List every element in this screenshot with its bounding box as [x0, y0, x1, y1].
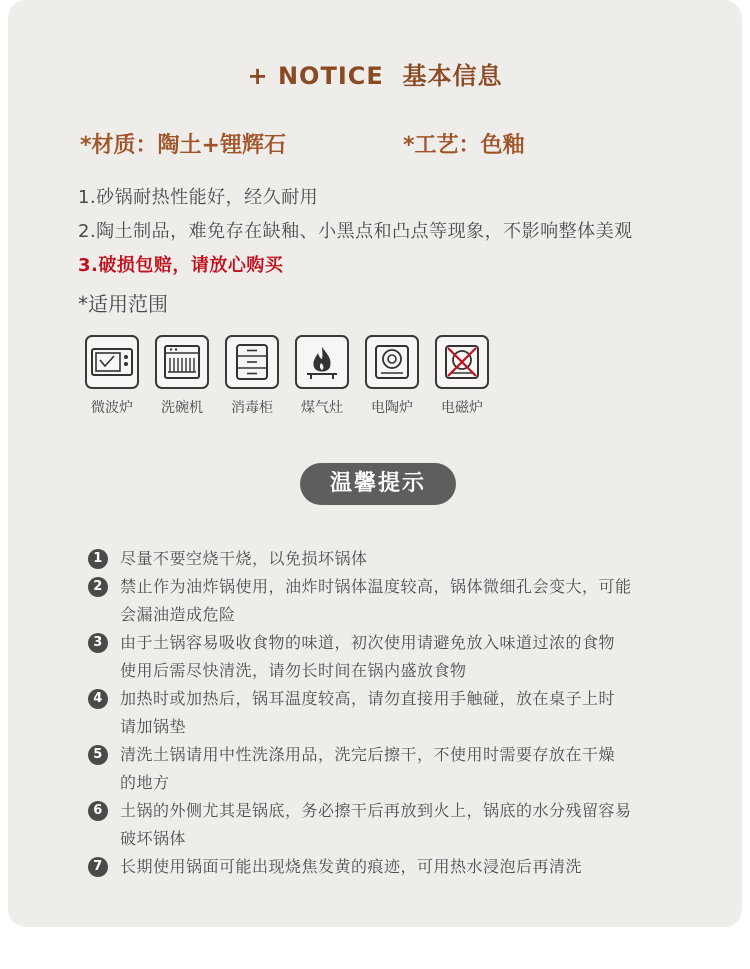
tip-text: 的地方 — [120, 773, 170, 792]
gas-stove-icon — [295, 335, 349, 389]
appliance-label: 洗碗机 — [161, 400, 203, 416]
tip-text: 清洗土锅请用中性洗涤用品，洗完后擦干，不使用时需要存放在干燥 — [120, 745, 616, 764]
tip-item — [88, 545, 688, 573]
tips-list — [88, 545, 688, 881]
tip-number: 2 — [88, 577, 108, 597]
appliance-label: 电磁炉 — [441, 400, 483, 416]
tip-text: 会漏油造成危险 — [120, 605, 236, 624]
tip-text: 尽量不要空烧干烧，以免损坏锅体 — [120, 549, 368, 568]
tip-number: 4 — [88, 689, 108, 709]
appliance-item — [288, 335, 356, 417]
feature-point: 1.砂锅耐热性能好，经久耐用 — [78, 187, 319, 208]
tip-text: 请加锅垫 — [120, 717, 187, 736]
notice-header — [8, 56, 742, 91]
tip-text: 土锅的外侧尤其是锅底，务必擦干后再放到火上，锅底的水分残留容易 — [120, 801, 632, 820]
appliance-label: 消毒柜 — [231, 400, 273, 416]
tip-text: 禁止作为油炸锅使用，油炸时锅体温度较高，锅体微细孔会变大，可能 — [120, 577, 632, 596]
scope-title: *适用范围 — [78, 292, 168, 316]
tip-item — [88, 797, 688, 853]
appliance-label: 电陶炉 — [371, 400, 413, 416]
feature-point: 2.陶土制品，难免存在缺釉、小黑点和凸点等现象，不影响整体美观 — [78, 221, 633, 242]
tip-number: 7 — [88, 857, 108, 877]
tip-text: 加热时或加热后，锅耳温度较高，请勿直接用手触碰，放在桌子上时 — [120, 689, 616, 708]
ceramic-cooker-icon — [365, 335, 419, 389]
tip-number: 6 — [88, 801, 108, 821]
tip-number: 5 — [88, 745, 108, 765]
appliance-item — [148, 335, 216, 417]
notice-card — [8, 0, 742, 927]
notice-heading: 基本信息 — [402, 62, 503, 90]
material-info: *材质：陶土+锂辉石 — [80, 133, 286, 158]
appliance-label: 煤气灶 — [301, 400, 343, 416]
appliance-item — [78, 335, 146, 417]
tip-text: 长期使用锅面可能出现烧焦发黄的痕迹，可用热水浸泡后再清洗 — [120, 857, 583, 876]
tip-number: 1 — [88, 549, 108, 569]
tip-item — [88, 741, 688, 797]
tip-item — [88, 853, 688, 881]
sterilizer-cabinet-icon — [225, 335, 279, 389]
dishwasher-icon — [155, 335, 209, 389]
appliance-label: 微波炉 — [91, 400, 133, 416]
induction-cooker-crossed-icon — [435, 335, 489, 389]
tip-number: 3 — [88, 633, 108, 653]
tip-item — [88, 685, 688, 741]
tips-title: 温馨提示 — [300, 463, 456, 505]
tip-item — [88, 629, 688, 685]
appliance-item — [358, 335, 426, 417]
tip-text: 由于土锅容易吸收食物的味道，初次使用请避免放入味道过浓的食物 — [120, 633, 616, 652]
tip-item — [88, 573, 688, 629]
tip-text: 使用后需尽快清洗，请勿长时间在锅内盛放食物 — [120, 661, 467, 680]
appliance-item — [218, 335, 286, 417]
craft-info: *工艺：色釉 — [403, 133, 525, 158]
guarantee-point: 3.破损包赔，请放心购买 — [78, 255, 284, 276]
microwave-icon — [85, 335, 139, 389]
tip-text: 破坏锅体 — [120, 829, 187, 848]
appliance-icons — [78, 335, 498, 425]
notice-prefix: + NOTICE — [247, 62, 384, 90]
appliance-item — [428, 335, 496, 417]
